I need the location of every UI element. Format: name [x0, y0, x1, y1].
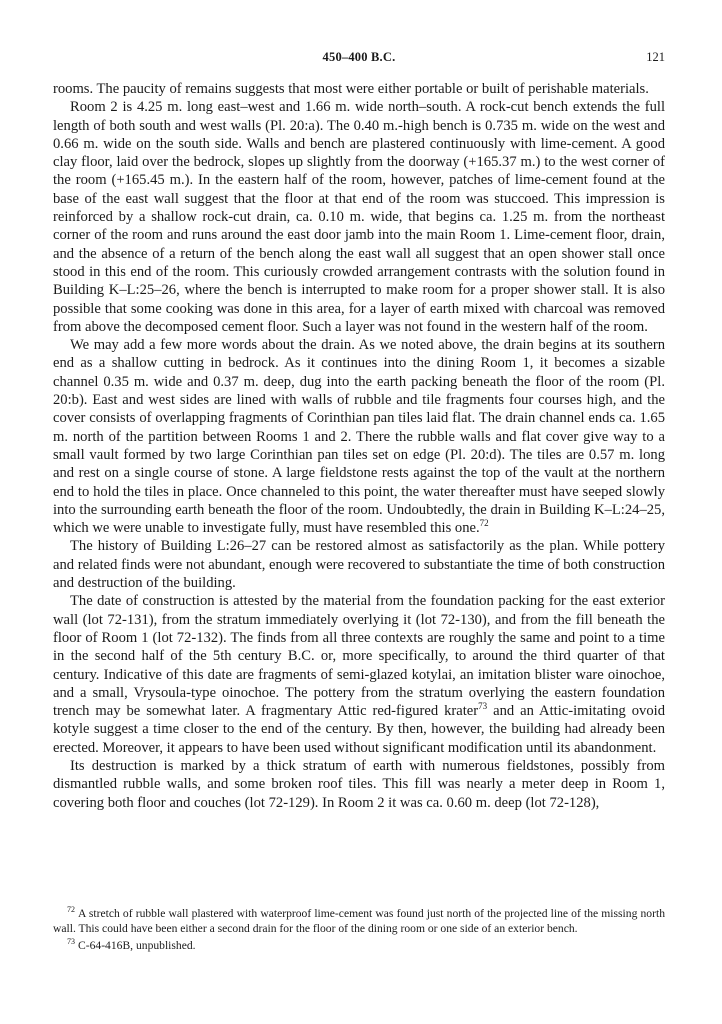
footnote-ref-73[interactable]: 73 — [478, 701, 488, 712]
footnote-73 — [53, 938, 665, 953]
footnote-number: 73 — [67, 937, 75, 947]
footnotes — [53, 906, 665, 955]
footnote-text: A stretch of rubble wall plastered with waterproof lime-cement was found just north of the projected line of the missing north wall. This could have been either a second drain for the floor of the dining room or one side of an exterior bench. — [53, 907, 665, 935]
paragraph-4: The history of Building L:26–27 can be restored almost as satisfactorily as the plan. While pottery and related finds were not abundant, enough were recovered to substantiate the time of both construction and destruction of the building. — [53, 538, 665, 592]
paragraph-3 — [53, 336, 665, 537]
paragraph-5-text-b: and an Attic-imitating ovoid kotyle suggest a time closer to the end of the century. By then, however, the building had already been erected. Moreover, it appears to have been used without significant modification until its abandonment. — [53, 703, 665, 756]
body-text — [53, 80, 665, 812]
footnote-72 — [53, 906, 665, 936]
paragraph-5 — [53, 592, 665, 757]
paragraph-6: Its destruction is marked by a thick stratum of earth with numerous fieldstones, possibly from dismantled rubble walls, and some broken roof tiles. This fill was nearly a meter deep in Room 1, covering both floor and couches (lot 72-129). In Room 2 it was ca. 0.60 m. deep (lot 72-128), — [53, 757, 665, 811]
page-number: 121 — [646, 50, 665, 64]
paragraph-3-text: We may add a few more words about the drain. As we noted above, the drain begins at its southern end as a shallow cutting in bedrock. As it continues into the dining Room 1, it becomes a sizable channel 0.35 m. wide and 0.37 m. deep, dug into the earth packing beneath the floor of the room (Pl. 20:b). East and west sides are lined with walls of rubble and tile fragments four courses high, and the cover consists of overlapping fragments of Corinthian pan tiles laid flat. The drain channel ends ca. 1.65 m. north of the partition between Rooms 1 and 2. There the rubble walls and flat cover give way to a small vault formed by two large Corinthian pan tiles set on edge (Pl. 20:d). The tiles are 0.57 m. long and rest on a single course of stone. A large fieldstone rests against the top of the vault at the northern end to hold the tiles in place. Once channeled to this point, the water thereafter must have seeped slowly into the surrounding earth beneath the floor of the room. Undoubtedly, the drain in Building K–L:24–25, which we were unable to investigate fully, must have resembled this one. — [53, 337, 665, 537]
paragraph-2: Room 2 is 4.25 m. long east–west and 1.66 m. wide north–south. A rock-cut bench extends the full length of both south and west walls (Pl. 20:a). The 0.40 m.-high bench is 0.735 m. wide on the west and 0.66 m. wide on the south side. Walls and bench are plastered continuously with lime-cement. A good clay floor, laid over the bedrock, slopes up slightly from the doorway (+165.37 m.) to the west corner of the room (+165.45 m.). In the eastern half of the room, however, patches of lime-cement found at the base of the east wall suggest that the floor at that end of the room was stuccoed. This impression is reinforced by a shallow rock-cut drain, ca. 0.10 m. wide, that begins ca. 1.25 m. from the northeast corner of the room and runs around the east door jamb into the main Room 1. Lime-cement floor, drain, and the absence of a return of the bench along the east wall all suggest that an open shower stall once stood in this end of the room. This curiously crowded arrangement contrasts with the solution found in Building K–L:25–26, where the bench is interrupted to make room for a proper shower stall. It is also possible that some cooking was done in this area, for a layer of earth mixed with charcoal was removed from above the decomposed cement floor. Such a layer was not found in the western half of the room. — [53, 99, 665, 335]
paragraph-5-text-a: The date of construction is attested by the material from the foundation packing for the east exterior wall (lot 72-131), from the stratum immediately overlying it (lot 72-130), and from the fill beneath the floor of Room 1 (lot 72-132). The finds from all three contexts are roughly the same and point to a time in the second half of the 5th century B.C. or, more specifically, to around the third quarter of that century. Indicative of this date are fragments of semi-glazed kotylai, an imitation blister ware oinochoe, and a small, Vrysoula-type oinochoe. The pottery from the stratum overlying the eastern foundation trench may be somewhat later. A fragmentary Attic red-figured krater — [53, 593, 665, 720]
footnote-number: 72 — [67, 905, 75, 915]
footnote-ref-72[interactable]: 72 — [479, 518, 489, 529]
paragraph-1: rooms. The paucity of remains suggests that most were either portable or built of perishable materials. — [53, 81, 649, 97]
running-head — [53, 50, 665, 68]
footnote-text: C-64-416B, unpublished. — [78, 939, 196, 952]
running-title: 450–400 B.C. — [322, 50, 396, 64]
